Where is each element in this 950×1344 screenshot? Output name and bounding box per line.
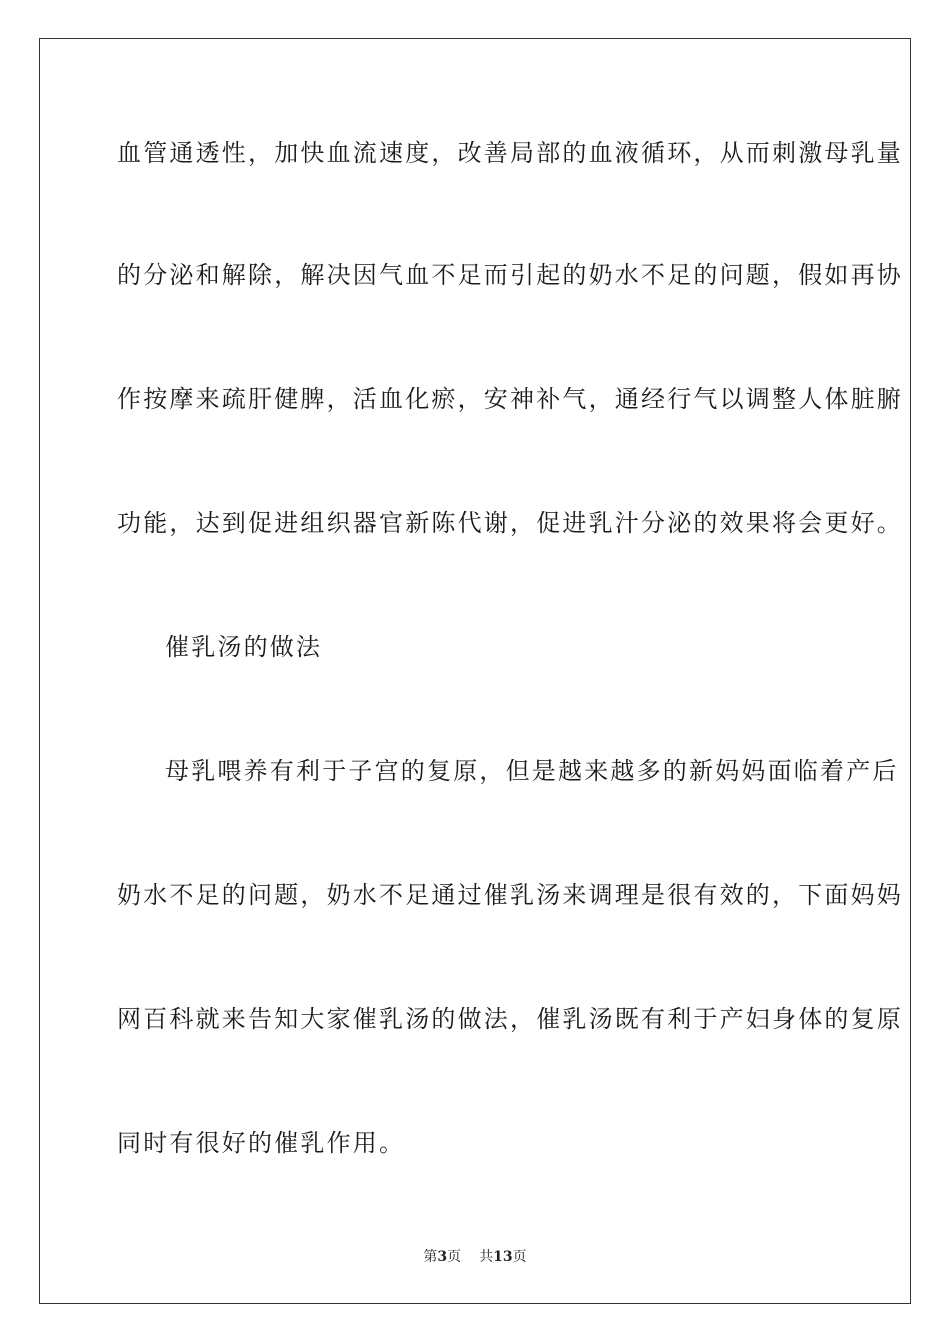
paragraph-1-line-2: 的分泌和解除，解决因气血不足而引起的奶水不足的问题，假如再协 [117,261,903,289]
paragraph-1-line-1: 血管通透性，加快血流速度，改善局部的血液循环，从而刺激母乳量 [117,139,903,167]
page-border [39,38,911,1304]
total-pages: 13 [493,1249,513,1265]
paragraph-1-line-4: 功能，达到促进组织器官新陈代谢，促进乳汁分泌的效果将会更好。 [117,509,903,537]
paragraph-1-line-3: 作按摩来疏肝健脾，活血化瘀，安神补气，通经行气以调整人体脏腑 [117,385,903,413]
page-suffix: 页 [447,1249,462,1265]
page-footer [0,1248,950,1266]
page-number: 3 [437,1249,448,1265]
total-suffix: 页 [512,1249,527,1265]
page-prefix: 第 [423,1249,438,1265]
total-prefix: 共 [479,1249,494,1265]
paragraph-2-line-2: 奶水不足的问题，奶水不足通过催乳汤来调理是很有效的，下面妈妈 [117,881,903,909]
paragraph-2-line-1: 母乳喂养有利于子宫的复原，但是越来越多的新妈妈面临着产后 [165,757,899,785]
paragraph-2-line-4: 同时有很好的催乳作用。 [117,1129,406,1157]
paragraph-2-line-3: 网百科就来告知大家催乳汤的做法，催乳汤既有利于产妇身体的复原 [117,1005,903,1033]
section-heading: 催乳汤的做法 [165,633,323,661]
